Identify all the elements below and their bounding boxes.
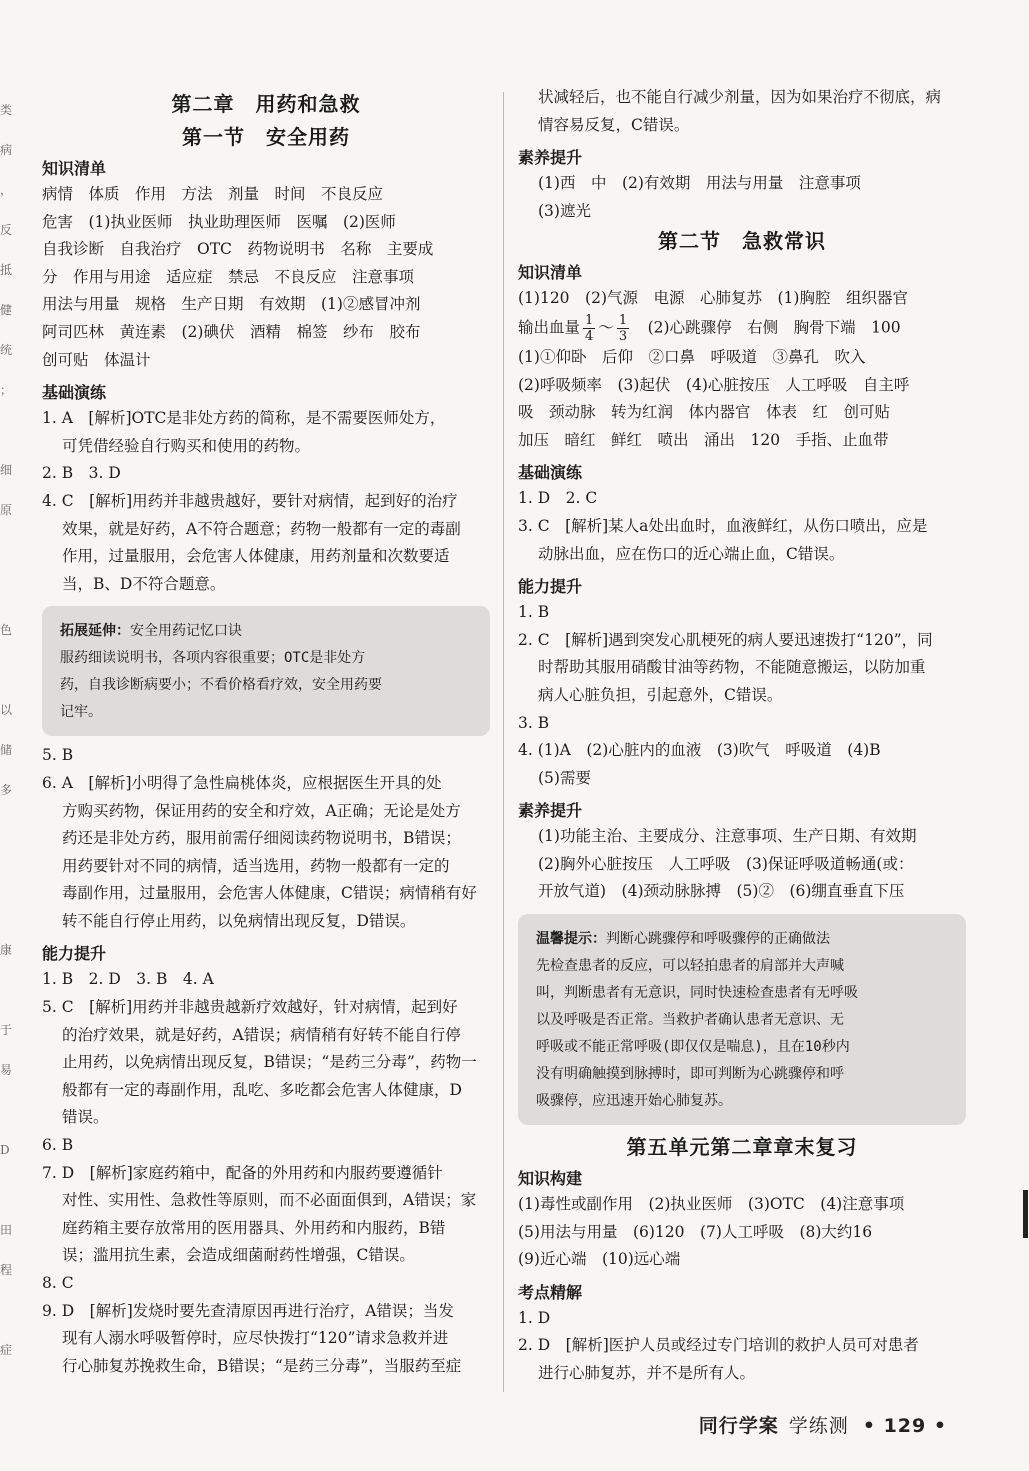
tip-line: 吸骤停，应迅速开始心肺复苏。 xyxy=(536,1093,732,1110)
subheading: 知识清单 xyxy=(42,159,107,178)
tip-line xyxy=(60,618,474,645)
fraction xyxy=(617,313,629,344)
tip-line: 先检查患者的反应，可以轻拍患者的肩部并大声喊 xyxy=(536,958,844,975)
edge-char xyxy=(0,806,14,846)
edge-char: 抵 xyxy=(0,263,13,277)
text-line: (5)需要 xyxy=(538,768,591,787)
left-edge-cut-text xyxy=(0,86,14,1366)
text-line: 情容易反复，C错误。 xyxy=(538,115,690,134)
tilde: ～ xyxy=(598,318,614,337)
page-number: • 129 • xyxy=(862,1415,947,1437)
text-line: 阿司匹林 黄连素 (2)碘伏 酒精 棉签 纱布 胶布 xyxy=(42,322,421,341)
subheading: 能力提升 xyxy=(42,944,107,964)
text-line: 庭药箱主要存放常用的医用器具、外用药和内服药，B错 xyxy=(62,1218,446,1237)
text-line: 2. D [解析]医护人员或经过专门培训的救护人员可对患者 xyxy=(518,1336,919,1355)
chapter-title: 第二章 用药和急救 xyxy=(171,92,361,116)
edge-char: D xyxy=(0,1143,10,1157)
tip-line xyxy=(536,926,950,953)
text-line: 5. C [解析]用药并非越贵越新疗效越好，针对病情，起到好 xyxy=(42,998,458,1017)
edge-char xyxy=(0,646,14,686)
edge-char xyxy=(0,966,14,1006)
subheading: 知识清单 xyxy=(518,263,583,283)
tip-heading: 温馨提示： xyxy=(536,931,606,948)
fraction-suffix: (2)心跳骤停 右侧 胸骨下端 100 xyxy=(647,318,901,337)
edge-char: 类 xyxy=(0,103,13,117)
text-line: 4. C [解析]用药并非越贵越好，要针对病情，起到好的治疗 xyxy=(42,491,458,510)
edge-char: 康 xyxy=(0,943,13,957)
text-line: 对性、实用性、急救性等原则，而不必面面俱到，A错误；家 xyxy=(62,1191,477,1210)
denominator: 4 xyxy=(585,328,594,344)
text-line: (1)120 (2)气源 电源 心肺复苏 (1)胸腔 组织器官 xyxy=(518,289,908,308)
text-line: 病情 体质 作用 方法 剂量 时间 不良反应 xyxy=(42,185,384,203)
text-line: 时帮助其服用硝酸甘油等药物，不能随意搬运，以防加重 xyxy=(538,658,926,677)
fraction-line xyxy=(518,313,966,344)
edge-char: 统 xyxy=(0,343,13,357)
text-line: (1)①仰卧 后仰 ②口鼻 呼吸道 ③鼻孔 吹入 xyxy=(518,347,866,366)
numerator: 1 xyxy=(618,312,628,328)
edge-char: 以 xyxy=(0,703,13,717)
text-line: 1. B 2. D 3. B 4. A xyxy=(42,970,214,989)
tip-box xyxy=(518,914,966,1125)
section-title: 第五单元第二章章末复习 xyxy=(626,1135,858,1160)
edge-char: 储 xyxy=(0,743,13,757)
text-line: 吸 颈动脉 转为红润 体内器官 体表 红 创可贴 xyxy=(518,403,891,422)
text-line: 方购买药物，保证用药的安全和疗效，A正确；无论是处方 xyxy=(62,801,461,820)
tip-heading: 拓展延伸： xyxy=(60,623,130,640)
tip-line: 服药细读说明书，各项内容很重要；OTC是非处方 xyxy=(60,650,366,667)
text-line: 进行心肺复苏，并不是所有人。 xyxy=(538,1364,756,1383)
text-line: 1. B xyxy=(518,603,550,622)
fraction xyxy=(583,313,595,344)
text-line: 般都有一定的毒副作用，乱吃、多吃都会危害人体健康，D xyxy=(62,1080,462,1099)
text-line: 3. B xyxy=(518,713,550,732)
edge-char: 程 xyxy=(0,1263,13,1277)
text-line: 2. B 3. D xyxy=(42,464,121,483)
subheading: 能力提升 xyxy=(518,577,583,597)
subheading: 基础演练 xyxy=(42,383,107,403)
text-line: 7. D [解析]家庭药箱中，配备的外用药和内服药要遵循针 xyxy=(42,1163,443,1182)
tip-text: 安全用药记忆口诀 xyxy=(130,623,242,640)
subheading: 知识构建 xyxy=(518,1169,583,1189)
edge-char xyxy=(0,1086,14,1126)
edge-char: 多 xyxy=(0,783,13,797)
text-line: (3)遮光 xyxy=(538,201,591,220)
edge-char: 健 xyxy=(0,303,13,317)
edge-char: ， xyxy=(0,183,13,197)
tip-line: 没有明确触摸到脉搏时，即可判断为心跳骤停和呼 xyxy=(536,1066,844,1083)
text-line: 病人心脏负担，引起意外，C错误。 xyxy=(538,685,783,704)
text-line: 1. A [解析]OTC是非处方药的简称，是不需要医师处方， xyxy=(42,409,446,428)
text-line: 行心肺复苏挽救生命，B错误；“是药三分毒”，当服药至症 xyxy=(62,1356,462,1375)
tip-line: 呼吸或不能正常呼吸(即仅仅是喘息)，且在10秒内 xyxy=(536,1039,850,1056)
text-line: 2. C [解析]遇到突发心肌梗死的病人要迅速拨打“120”，同 xyxy=(518,630,933,649)
subheading: 考点精解 xyxy=(518,1282,583,1302)
text-line: 当，B、D不符合题意。 xyxy=(62,574,226,593)
text-line: 创可贴 体温计 xyxy=(42,350,151,369)
column-divider xyxy=(503,92,504,1392)
left-column xyxy=(42,86,490,1380)
edge-char xyxy=(0,886,14,926)
edge-char: 细 xyxy=(0,463,13,477)
footer-brand: 同行学案 xyxy=(698,1415,779,1437)
text-line: 开放气道) (4)颈动脉脉搏 (5)② (6)绷直垂直下压 xyxy=(538,882,905,901)
text-line: 的治疗效果，就是好药，A错误；病情稍有好转不能自行停 xyxy=(62,1025,461,1044)
text-line: 状减轻后，也不能自行减少剂量，因为如果治疗不彻底，病 xyxy=(538,88,942,106)
text-line: (5)用法与用量 (6)120 (7)人工呼吸 (8)大约16 xyxy=(518,1222,873,1241)
edge-char xyxy=(0,1166,14,1206)
text-line: 错误。 xyxy=(62,1108,109,1127)
text-line: (2)呼吸频率 (3)起伏 (4)心脏按压 人工呼吸 自主呼 xyxy=(518,375,910,394)
text-line: 9. D [解析]发烧时要先查清原因再进行治疗，A错误；当发 xyxy=(42,1301,454,1320)
text-line: 5. B xyxy=(42,746,74,765)
edge-char: 于 xyxy=(0,1023,13,1037)
tip-text: 判断心跳骤停和呼吸骤停的正确做法 xyxy=(606,931,830,948)
text-line: 效果，就是好药，A不符合题意；药物一般都有一定的毒副 xyxy=(62,519,461,538)
text-line: 6. A [解析]小明得了急性扁桃体炎，应根据医生开具的处 xyxy=(42,773,442,792)
text-line: (1)西 中 (2)有效期 用法与用量 注意事项 xyxy=(538,174,861,193)
edge-char: 反 xyxy=(0,223,13,237)
text-line: 毒副作用，过量服用，会危害人体健康，C错误；病情稍有好 xyxy=(62,884,477,903)
tip-line: 以及呼吸是否正常。当救护者确认患者无意识、无 xyxy=(536,1012,844,1029)
text-line: 动脉出血，应在伤口的近心端止血，C错误。 xyxy=(538,544,845,563)
text-line: 3. C [解析]某人a处出血时，血液鲜红，从伤口喷出，应是 xyxy=(518,516,928,535)
text-line: 4. (1)A (2)心脏内的血液 (3)吹气 呼吸道 (4)B xyxy=(518,741,881,760)
numerator: 1 xyxy=(585,312,594,328)
edge-char: 原 xyxy=(0,503,13,517)
edge-char xyxy=(0,566,14,606)
tip-line: 叫，判断患者有无意识，同时快速检查患者有无呼吸 xyxy=(536,985,858,1002)
fraction-gap xyxy=(632,318,648,336)
right-column xyxy=(518,84,966,1388)
text-line: 现有人溺水呼吸暂停时，应尽快拨打“120”请求急救并进 xyxy=(62,1329,449,1348)
text-line: 6. B xyxy=(42,1136,74,1155)
text-line: 作用，过量服用，会危害人体健康，用药剂量和次数要适 xyxy=(62,547,450,566)
text-line: 转不能自行停止用药，以免病情出现反复，D错误。 xyxy=(62,911,416,930)
text-line: 8. C xyxy=(42,1274,74,1292)
edge-char: 色 xyxy=(0,623,13,637)
text-line: (2)胸外心脏按压 人工呼吸 (3)保证呼吸道畅通(或： xyxy=(538,854,914,873)
tip-line: 药，自我诊断病要小；不看价格看疗效，安全用药要 xyxy=(60,677,382,694)
edge-char: 易 xyxy=(0,1063,13,1077)
edge-char: 田 xyxy=(0,1223,13,1237)
text-line: 误；滥用抗生素，会造成细菌耐药性增强，C错误。 xyxy=(62,1246,415,1265)
text-line: 可凭借经验自行购买和使用的药物。 xyxy=(62,436,311,455)
section-title: 第二节 急救常识 xyxy=(658,229,826,254)
subheading: 基础演练 xyxy=(518,463,583,483)
tip-box xyxy=(42,606,490,736)
edge-char: 病 xyxy=(0,143,13,157)
section-title: 第一节 安全用药 xyxy=(182,125,350,149)
right-edge-mark xyxy=(1023,1190,1028,1238)
edge-char xyxy=(0,526,14,566)
footer-series: 学练测 xyxy=(788,1415,849,1437)
text-line: 1. D 2. C xyxy=(518,489,598,508)
text-line: 自我诊断 自我治疗 OTC 药物说明书 名称 主要成 xyxy=(42,240,434,259)
text-line: 用药要针对不同的病情，适当选用，药物一般都有一定的 xyxy=(62,856,450,875)
edge-char: 症 xyxy=(0,1343,13,1357)
text-line: 止用药，以免病情出现反复，B错误；“是药三分毒”，药物一 xyxy=(62,1053,477,1072)
page-footer xyxy=(699,1411,947,1438)
text-line: 用法与用量 规格 生产日期 有效期 (1)②感冒冲剂 xyxy=(42,295,421,314)
text-line: (1)功能主治、主要成分、注意事项、生产日期、有效期 xyxy=(538,827,917,846)
fraction-prefix: 输出血量 xyxy=(518,318,581,337)
text-line: 加压 暗红 鲜红 喷出 涌出 120 手指、止血带 xyxy=(518,430,889,449)
edge-char xyxy=(0,846,14,886)
text-line: 危害 (1)执业医师 执业助理医师 医嘱 (2)医师 xyxy=(42,212,396,231)
edge-char xyxy=(0,406,14,446)
denominator: 3 xyxy=(618,328,628,344)
subheading: 素养提升 xyxy=(518,148,583,168)
edge-char: ； xyxy=(0,383,13,397)
edge-char xyxy=(0,1286,14,1326)
text-line: 1. D xyxy=(518,1308,551,1327)
text-line: (9)近心端 (10)远心端 xyxy=(518,1250,681,1269)
tip-line: 记牢。 xyxy=(60,704,102,721)
subheading: 素养提升 xyxy=(518,801,583,821)
text-line: (1)毒性或副作用 (2)执业医师 (3)OTC (4)注意事项 xyxy=(518,1195,905,1214)
text-line: 药还是非处方药，服用前需仔细阅读药物说明书，B错误； xyxy=(62,829,461,848)
text-line: 分 作用与用途 适应症 禁忌 不良反应 注意事项 xyxy=(42,267,415,286)
